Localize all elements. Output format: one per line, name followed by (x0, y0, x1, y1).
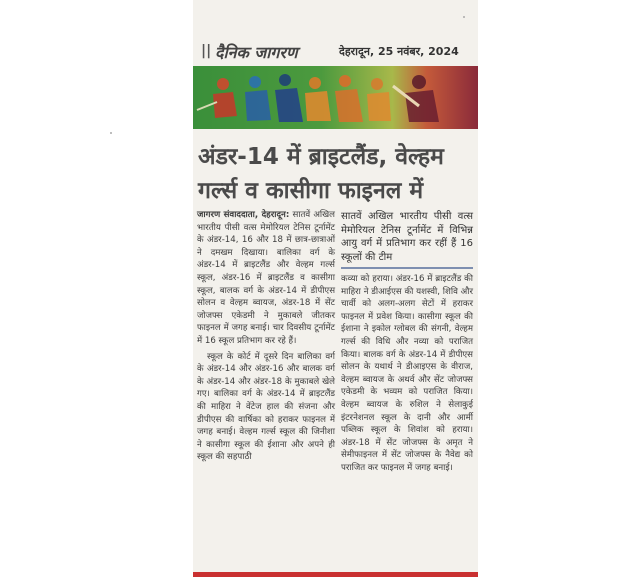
article-paragraph-1 (197, 209, 335, 348)
pull-quote: सातवें अखिल भारतीय पीसी वत्स मेमोरियल टेनिस टूर्नामेंट में विभिन्न आयु वर्ग में प्रतिभाग कर रहीं हैं 16 स्कूलों की टीम (341, 210, 473, 269)
speck (110, 132, 112, 134)
paragraph-1-text: सातवें अखिल भारतीय पीसी वत्स मेमोरियल टेनिस टूर्नामेंट के अंडर-14, 16 और 18 में छात्र-छात्राओं ने दमखम दिखाया। बालिका वर्ग के अंडर-14 में ब्राइटलैंड और वेल्हम गर्ल्स स्कूल, अंडर-16 में ब्राइटलैंड व कासीगा स्कूल, बालक वर्ग के अंडर-14 में डीपीएस सोलन व वेल्हम ब्वायज, अंडर-18 में सेंट जोजफ्स एकेडमी ने मुकाबले जीतकर फाइनल में जगह बनाई। चार दिवसीय टूर्नामेंट में 16 स्कूल प्रतिभाग कर रहे हैं। (197, 210, 335, 346)
article-paragraph-2: स्कूल के कोर्ट में दूसरे दिन बालिका वर्ग के अंडर-14 और अंडर-16 और बालक वर्ग के अंडर-14 और अंडर-18 के मुकाबले खेले गए। बालिका वर्ग के अंडर-14 में ब्राइटलैंड की माहिरा ने वेंटेज हाल की संजना और डीपीएस की वार्षिका को हराकर फाइनल में जगह बनाई। वेल्हम गर्ल्स स्कूल की जिनीशा ने कासीगा स्कूल की ईशाना और अपने ही स्कूल की सहपाठी (197, 351, 335, 463)
speck (463, 16, 465, 18)
article-column-1 (197, 209, 335, 464)
masthead (201, 40, 471, 62)
masthead-bars: || (201, 43, 212, 59)
headline-line-2: गर्ल्स व कासीगा फाइनल में (198, 178, 424, 204)
newspaper-clipping (193, 0, 478, 577)
dateline: जागरण संवाददाता, देहरादून: (197, 210, 290, 220)
bottom-rule (193, 572, 478, 577)
headline (198, 140, 473, 208)
sports-banner-image (193, 66, 478, 129)
edition-date: देहरादून, 25 नवंबर, 2024 (339, 45, 459, 58)
article-column-2 (341, 210, 473, 475)
newspaper-name: दैनिक जागरण (215, 43, 298, 62)
headline-line-1: अंडर-14 में ब्राइटलैंड, वेल्हम (198, 144, 444, 170)
article-paragraph-3: कव्या को हराया। अंडर-16 में ब्राइटलैंड की माहिरा ने डीआईएस की यशस्वी, शिवि और चार्वी को अलग-अलग सेटों में हराकर फाइनल में प्रवेश किया। कासीगा स्कूल की ईशाना ने इकोल ग्लोबल की संगनी, वेल्हम गर्ल्स की विधि और नव्या को पराजित किया। बालक वर्ग के अंडर-14 में डीपीएस सोलन के यथार्थ ने डीआइएस के वीराज, वेल्हम ब्वायज के अथर्व और सेंट जोजफ्स एकेडमी के भव्यम को पराजित किया। वेल्हम ब्वायज के रुशिल ने सेलाकुई इंटरनेशनल स्कूल के दानी और आर्मी पब्लिक स्कूल के शिवांश को हराया। अंडर-18 में सेंट जोजफ्स के अमृत ने सेमीफाइनल में सेंट जोजफ्स के नैवेद्य को पराजित कर फाइनल में जगह बनाई। (341, 274, 473, 473)
